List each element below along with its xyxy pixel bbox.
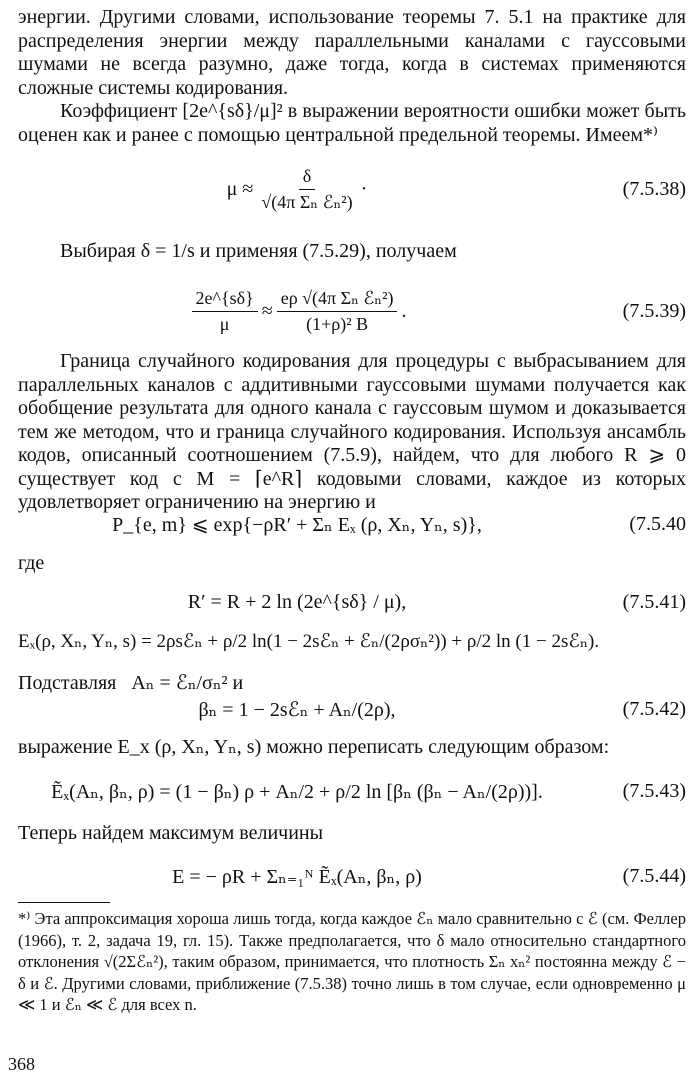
paragraph-7: выражение E_x (ρ, Xₙ, Yₙ, s) можно переписать следующим образом: <box>18 736 610 758</box>
eq43-label: (7.5.43) <box>622 779 686 802</box>
equation-7-5-42 <box>18 692 686 726</box>
paragraph-5: где <box>18 552 45 574</box>
eq39-label: (7.5.39) <box>622 299 686 322</box>
eq39-tail: . <box>401 299 407 322</box>
equation-7-5-41 <box>18 582 686 622</box>
eq44-label: (7.5.44) <box>622 864 686 887</box>
eq42-label: (7.5.42) <box>622 697 686 720</box>
eq-ex-body: Eₓ(ρ, Xₙ, Yₙ, s) = 2ρsℰₙ + ρ/2 ln(1 − 2sℰₙ + ℰₙ/(2ρσₙ²)) + ρ/2 ln (1 − 2sℰₙ). <box>18 631 600 652</box>
eq41-body: R′ = R + 2 ln (2e^{sδ} / μ), <box>187 590 407 613</box>
equation-7-5-43 <box>18 768 686 814</box>
paragraph-8: Теперь найдем максимум величины <box>18 822 324 844</box>
eq39-rhs-fraction <box>277 288 398 335</box>
paragraph-3: Выбирая δ = 1/s и применяя (7.5.29), получаем <box>60 240 457 262</box>
eq43-body: Ẽₓ(Aₙ, βₙ, ρ) = (1 − βₙ) ρ + Aₙ/2 + ρ/2 ln [βₙ (βₙ − Aₙ/(2ρ))]. <box>51 780 543 803</box>
eq38-lhs: μ ≈ <box>226 177 254 200</box>
paragraph-6-prefix: Подставляя <box>18 672 117 694</box>
eq39-rhs-numerator: eρ √(4π Σₙ ℰₙ²) <box>277 288 398 312</box>
paragraph-4: Граница случайного кодирования для процедуры с выбрасыванием для параллельных каналов с аддитивными гауссовыми шумами получается как обобщение результата для одного канала с гауссовым шумом и доказывается тем же методом, что и граница случайного кодирования. Используя ансамбль кодов, описанный соотношением (7.5.9), найдем, что для любого R ⩾ 0 существует код с M = ⌈e^R⌉ кодовыми словами, каждое из которых удовлетворяет ограничению на энергию и <box>18 350 686 513</box>
equation-7-5-39 <box>18 276 686 346</box>
paragraph-6-expr: Aₙ = ℰₙ/σₙ² и <box>131 672 244 694</box>
eq40-label: (7.5.40 <box>629 512 686 535</box>
eq38-fraction <box>257 166 356 213</box>
eq38-denominator: √(4π Σₙ ℰₙ²) <box>261 191 353 212</box>
eq38-numerator: δ <box>299 166 315 190</box>
footnote: *⁾ Эта аппроксимация хороша лишь тогда, когда каждое ℰₙ мало сравнительно с ℰ (см. Феллер (1966), т. 2, задача 19, гл. 15). Также предполагается, что δ мало относительно стандартного отклонения √(2Σℰₙ²), таким образом, принимается, что плотность Σₙ xₙ² постоянна между ℰ − δ и ℰ. Другими словами, приближение (7.5.38) точно лишь в том случае, если одновременно μ ≪ 1 и ℰₙ ≪ ℰ для всех n. <box>18 909 686 1014</box>
eq39-lhs-denominator: μ <box>219 313 230 334</box>
page-number: 368 <box>8 1054 35 1074</box>
equation-7-5-38 <box>18 158 686 220</box>
paragraph-1: энергии. Другими словами, использование теоремы 7. 5.1 на практике для распределения энергии между параллельными каналами с гауссовыми шумами не всегда разумно, даже тогда, когда в системах применяются сложные системы кодирования. <box>18 6 686 99</box>
eq39-approx: ≈ <box>261 299 273 322</box>
eq38-tail: · <box>360 177 368 200</box>
equation-ex <box>18 630 686 653</box>
eq40-body: P_{e, m} ⩽ exp{−ρR′ + Σₙ Eₓ (ρ, Xₙ, Yₙ, s)}, <box>112 513 482 536</box>
eq41-label: (7.5.41) <box>622 590 686 613</box>
eq39-lhs-fraction <box>192 288 258 335</box>
equation-7-5-40 <box>18 506 686 542</box>
paragraph-2: Коэффициент [2e^{sδ}/μ]² в выражении вероятности ошибки может быть оценен как и ранее с помощью центральной предельной теоремы. Имеем*⁾ <box>18 100 686 146</box>
eq44-body: E = − ρR + Σₙ₌₁ᴺ Ẽₓ(Aₙ, βₙ, ρ) <box>172 865 422 888</box>
eq39-rhs-denominator: (1+ρ)² B <box>306 313 369 334</box>
equation-7-5-44 <box>18 852 686 900</box>
eq42-body: βₙ = 1 − 2sℰₙ + Aₙ/(2ρ), <box>198 698 396 721</box>
eq38-label: (7.5.38) <box>622 177 686 200</box>
eq39-lhs-numerator: 2e^{sδ} <box>192 288 258 312</box>
footnote-rule <box>18 902 110 903</box>
